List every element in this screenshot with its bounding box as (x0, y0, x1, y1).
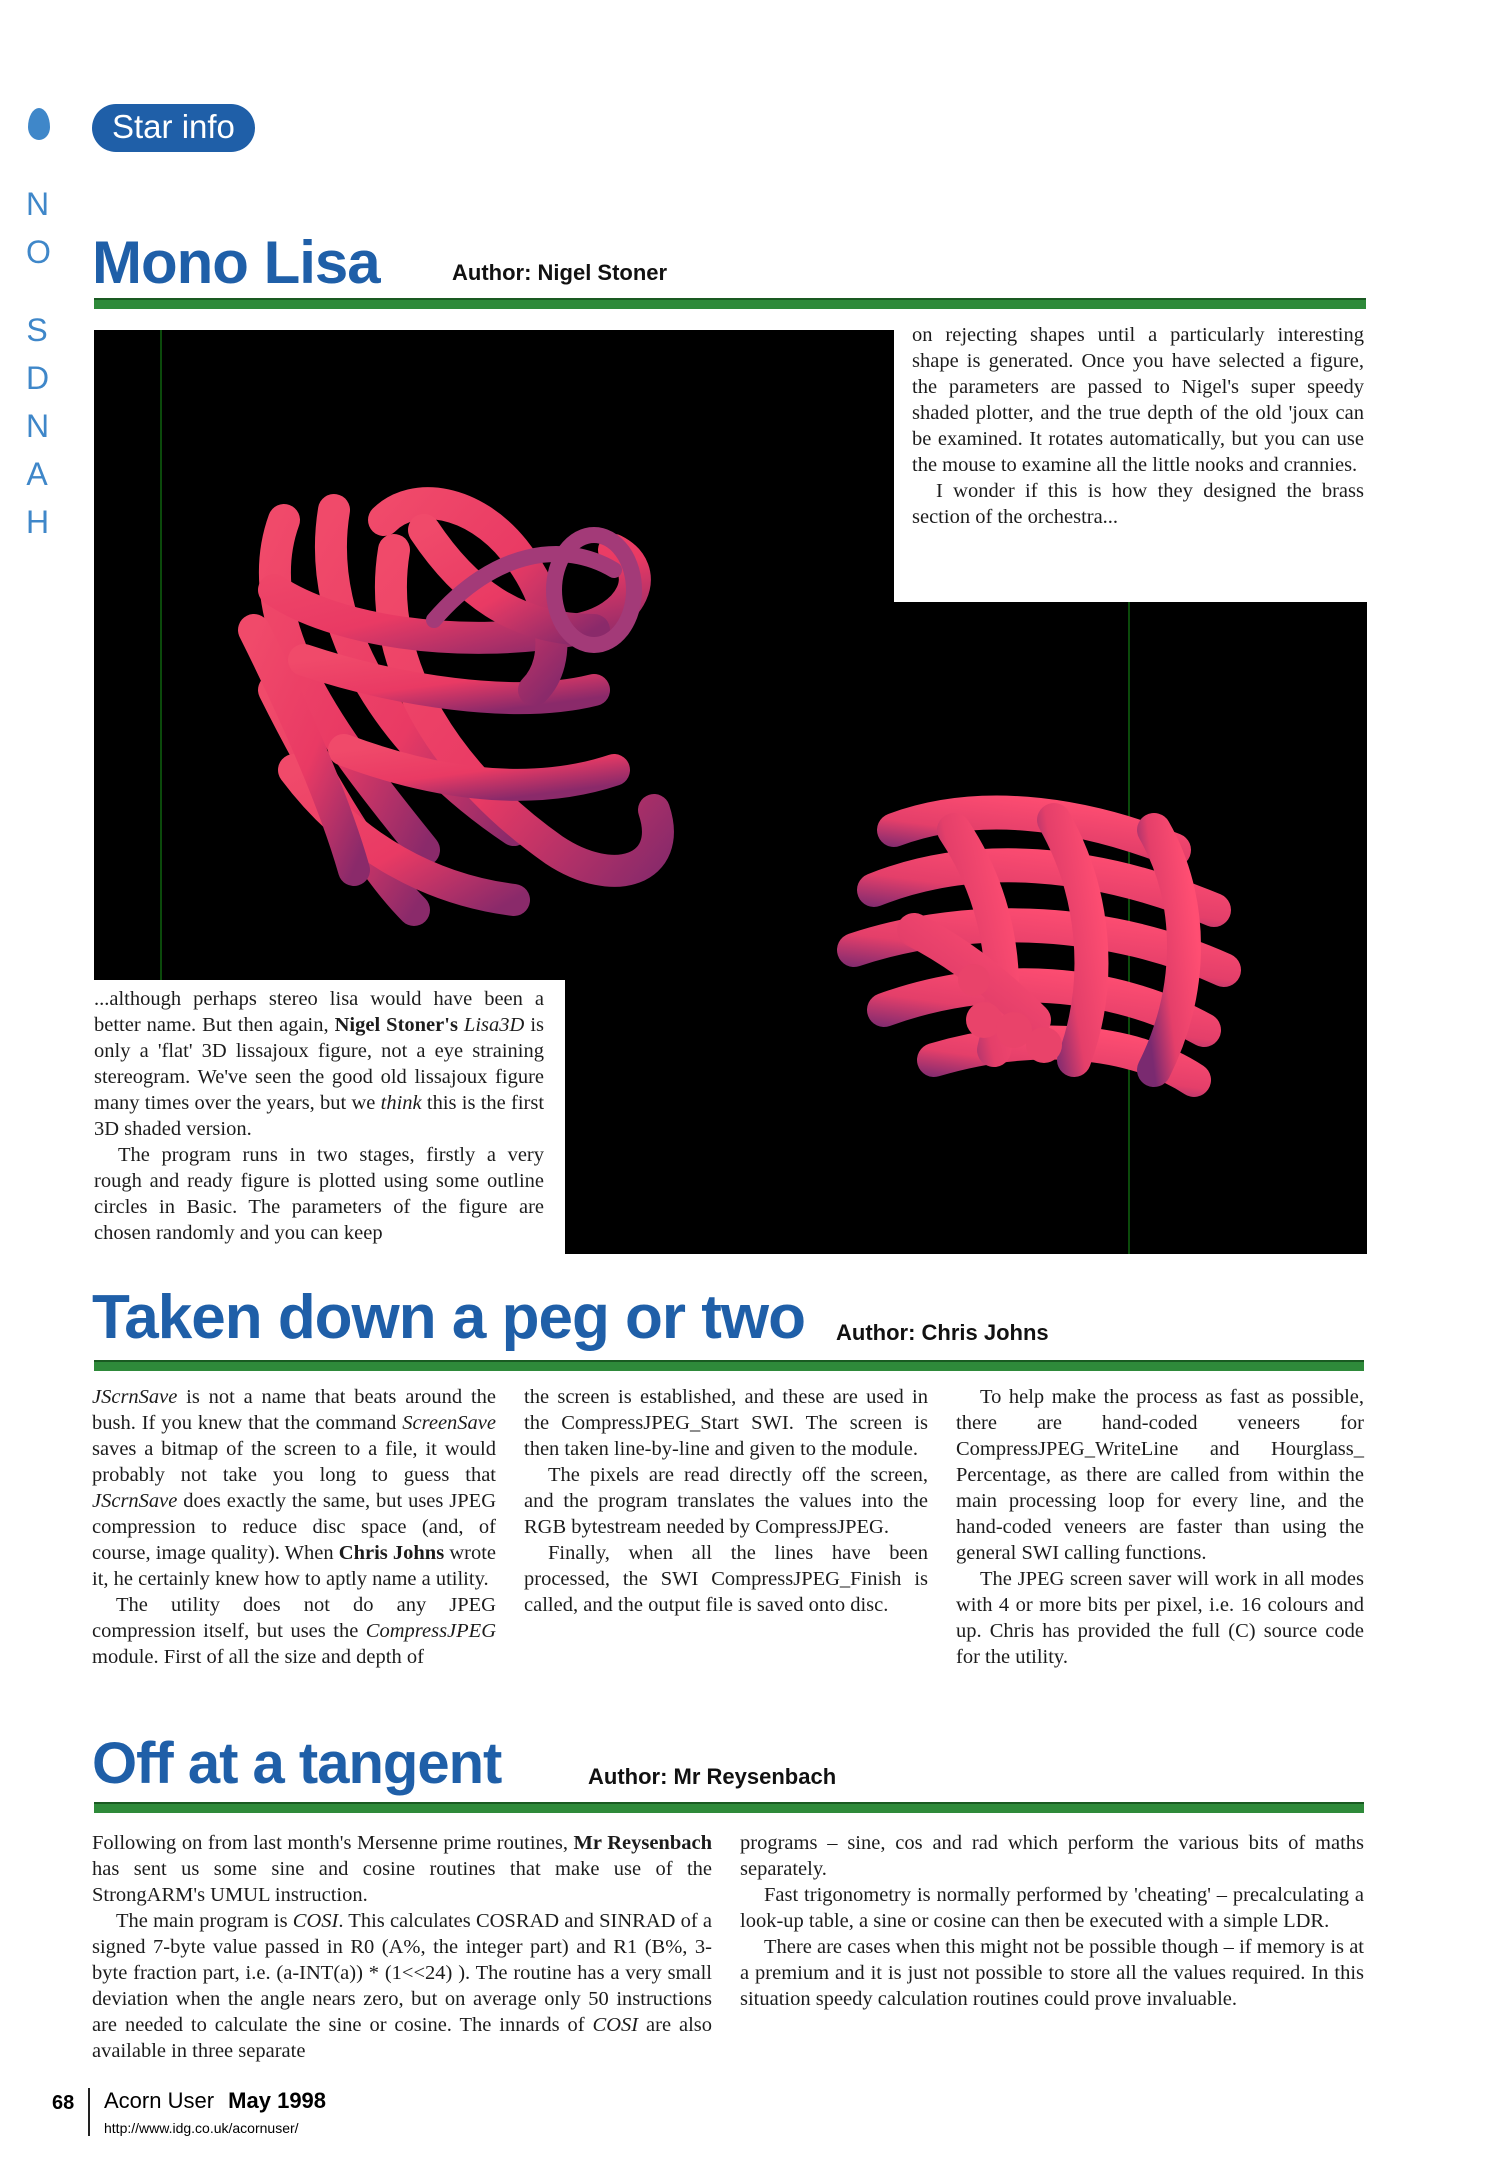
article3-column-1: Following on from last month's Mersenne prime routines, Mr Reysenbach has sent us some sine and cosine routines that make use of the StrongARM's UMUL instruction. The main program is COSI. This calculates COSRAD and SINRAD of a signed 7-byte value passed in R0 (A%, the integer part) and R1 (B%, 3-byte fraction part, i.e. (a-INT(a)) * (1<<24) ). The routine has a very small deviation when the angle nears zero, but on average only 50 instructions are needed to calculate the sine or cosine. The innards of COSI are also available in three separate (92, 1832, 712, 2062)
article3-column-2: programs – sine, cos and rad which perform the various bits of maths separately. Fast trigonometry is normally performed by 'cheating' – precalculating a look-up table, a sine or cosine can then be executed with a simple LDR. There are cases when this might not be possible though – if memory is at a premium and it is just not possible to store all the values required. In this situation speedy calculation routines could prove invaluable. (740, 1832, 1364, 2010)
side-section-label: N O S D N A H (26, 186, 51, 540)
headline-rule (94, 298, 1366, 309)
article-author-taken-down: Author: Chris Johns (836, 1320, 1049, 1345)
article-author-mono-lisa: Author: Nigel Stoner (452, 260, 668, 285)
article-title-taken-down: Taken down a peg or two (92, 1283, 806, 1352)
article2-column-2: the screen is established, and these are used in the CompressJPEG_Start SWI. The screen is then taken line-by-line and given to the module. The pixels are read directly off the screen, and the program translates the values into the RGB bytestream needed by CompressJPEG. Finally, when all the lines have been processed, the SWI CompressJPEG_Finish is called, and the output file is saved onto disc. (524, 1386, 928, 1616)
article-author-off-at-tangent: Author: Mr Reysenbach (588, 1764, 837, 1789)
headline-rule (94, 1360, 1364, 1371)
article-text-top-right: on rejecting shapes until a particularly interesting shape is generated. Once you have selected a figure, the parameters are passed to Nigel's super speedy shaded plotter, and the true depth of the old 'joux can be examined. It rotates automatically, but you can use the mouse to examine all the little nooks and crannies. I wonder if this is how they designed the brass section of the orchestra... (912, 324, 1364, 528)
article-text-bottom-left: ...although perhaps stereo lisa would have been a better name. But then again, Nigel Stoner's Lisa3D is only a 'flat' 3D lissajoux figure, not a eye straining stereogram. We've seen the good old lissajoux figure many times over the years, but we think this is the first 3D shaded version. The program runs in two stages, firstly a very rough and ready figure is plotted using some outline circles in Basic. The parameters of the figure are chosen randomly and you can keep (94, 988, 545, 1244)
footer-divider (88, 2088, 90, 2136)
section-badge: Star info (92, 104, 255, 152)
footer-magazine: Acorn User May 1998 (104, 2088, 327, 2113)
footer-url: http://www.idg.co.uk/acornuser/ (104, 2120, 299, 2136)
article-title-mono-lisa: Mono Lisa (92, 229, 380, 296)
page-number: 68 (52, 2092, 75, 2114)
article-title-off-at-tangent: Off at a tangent (92, 1731, 502, 1796)
article2-column-3: To help make the process as fast as possible, there are hand-coded veneers for CompressJPEG_WriteLine and Hourglass_ Percentage, as there are called from within the main processing loop for every line, and the hand-coded veneers are faster than using the general SWI calling functions. The JPEG screen saver will work in all modes with 4 or more bits per pixel, i.e. 16 colours and up. Chris has provided the full (C) source code for the utility. (956, 1386, 1364, 1668)
article2-column-1: JScrnSave is not a name that beats around the bush. If you knew that the command ScreenSave saves a bitmap of the screen to a file, it would probably not take you long to guess that JScrnSave does exactly the same, but uses JPEG compression to reduce disc space (and, of course, image quality). When Chris Johns wrote it, he certainly knew how to aptly name a utility. The utility does not do any JPEG compression itself, but uses the CompressJPEG module. First of all the size and depth of (92, 1386, 496, 1668)
droplet-icon (28, 108, 50, 140)
headline-rule (94, 1802, 1364, 1813)
